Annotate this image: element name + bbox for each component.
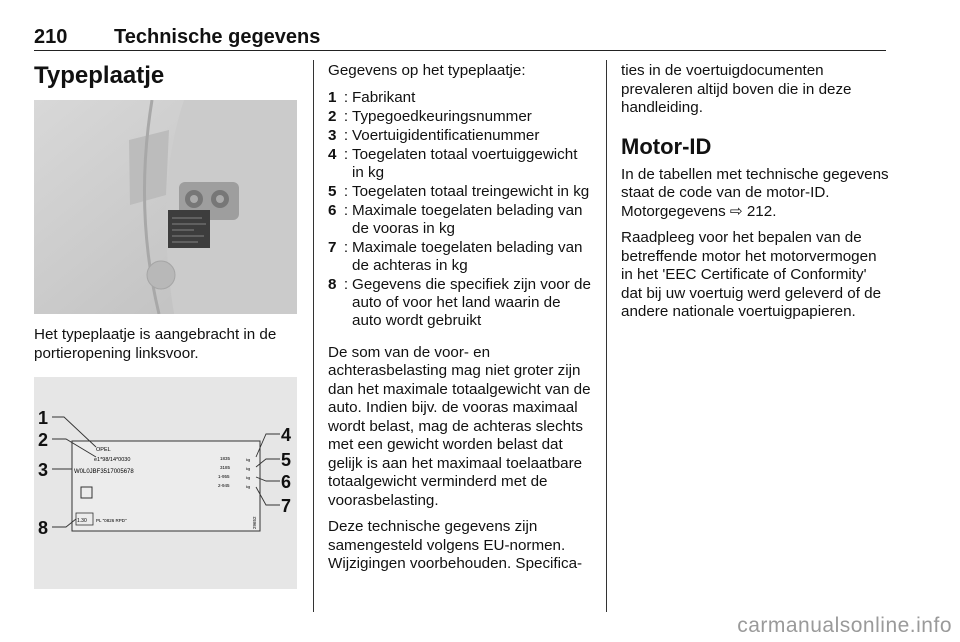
plate-side-code: 29652 xyxy=(252,516,257,529)
door-opening-photo xyxy=(34,100,297,314)
column-divider xyxy=(313,60,314,612)
plate-weight: 1-955 xyxy=(218,474,230,479)
eu-norms-paragraph: Deze technische gegevens zijn samengesteld volgens EU-normen. Wijzigingen voorbehouden. Specifica- xyxy=(328,518,583,572)
plate-weight: 2-945 xyxy=(218,483,230,488)
axle-load-paragraph: De som van de voor- en achterasbelasting mag niet groter zijn dan het maximale totaalgewicht van de auto. Indien bijv. de vooras maximaal wordt belast, mag de achteras slechts met een gewicht worden belast dat gelijk is aan het maximaal toelaatbare totaalgewicht verminderd met de voorasbelasting. xyxy=(328,343,591,509)
callout-6: 6 xyxy=(281,472,292,492)
legend-item: 6 : Maximale toegelaten belading van de vooras in kg xyxy=(328,201,583,237)
page-header xyxy=(34,22,886,51)
callout-1: 1 xyxy=(38,408,49,428)
left-column xyxy=(34,62,299,589)
callout-3: 3 xyxy=(38,460,49,480)
watermark: carmanualsonline.info xyxy=(737,614,952,637)
right-column xyxy=(621,62,889,330)
type-plate-diagram xyxy=(34,377,297,589)
plate-unit: kg xyxy=(246,457,251,462)
legend-item: 2 : Typegoedkeuringsnummer xyxy=(328,107,532,125)
legend-intro: Gegevens op het typeplaatje: xyxy=(328,62,526,79)
running-title: Technische gegevens xyxy=(114,26,321,48)
plate-weight: 3185 xyxy=(220,465,231,470)
page-number: 210 xyxy=(34,26,68,48)
type-plate-svg xyxy=(34,377,297,589)
plate-unit: kg xyxy=(246,484,251,489)
continued-paragraph: ties in de voertuigdocumenten prevaleren altijd boven die in deze handleiding. xyxy=(621,62,852,116)
section-heading: Typeplaatje xyxy=(34,62,165,89)
plate-approval-number: e1*98/14*0030 xyxy=(94,457,131,463)
plate-unit: kg xyxy=(246,475,251,480)
callout-4: 4 xyxy=(281,425,292,445)
motor-determination-paragraph: Raadpleeg voor het bepalen van de betreffende motor het motorvermogen in het 'EEC Certificate of Conformity' dat bij uw voertuig werd geleverd of de andere nationale voertuigpapieren. xyxy=(621,229,882,320)
legend-item: 1 : Fabrikant xyxy=(328,88,416,106)
callout-5: 5 xyxy=(281,450,292,470)
plate-unit: kg xyxy=(246,466,251,471)
motor-id-heading: Motor-ID xyxy=(621,133,712,159)
plate-manufacturer: OPEL xyxy=(96,447,111,453)
plate-location-caption: Het typeplaatje is aangebracht in de portieropening linksvoor. xyxy=(34,326,277,362)
legend-item: 5 : Toegelaten totaal treingewicht in kg xyxy=(328,182,590,200)
door-photo-illustration xyxy=(34,100,297,314)
column-divider xyxy=(606,60,607,612)
legend-item: 8 : Gegevens die specifiek zijn voor de auto of voor het land waarin de auto wordt gebruikt xyxy=(328,275,591,329)
plate-weight: 1835 xyxy=(220,456,231,461)
legend-item: 7 : Maximale toegelaten belading van de achteras in kg xyxy=(328,238,583,274)
motor-id-paragraph: In de tabellen met technische gegevens staat de code van de motor-ID. Motorgegevens ⇨ 212. xyxy=(621,165,889,220)
plate-box-code: 1.30 xyxy=(77,518,87,524)
legend-item: 4 : Toegelaten totaal voertuiggewicht in kg xyxy=(328,145,578,181)
legend-item: 3 : Voertuigidentificatienummer xyxy=(328,126,540,144)
callout-2: 2 xyxy=(38,430,49,450)
callout-7: 7 xyxy=(281,496,292,516)
callout-8: 8 xyxy=(38,518,49,538)
plate-vin: W0L0JBF3517005678 xyxy=(74,469,134,475)
middle-column xyxy=(328,62,593,582)
plate-country-text: PL "0826 RPD" xyxy=(96,518,127,523)
plate-legend-list xyxy=(328,89,593,330)
